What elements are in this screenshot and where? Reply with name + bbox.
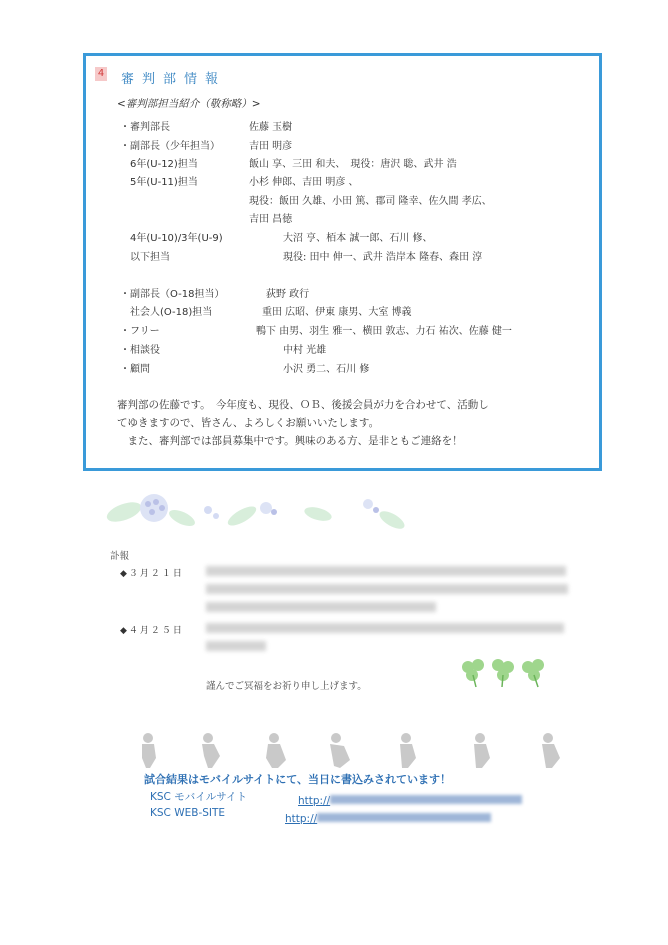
redacted-url [330, 795, 522, 804]
roster-names: 重田 広昭、伊東 康男、大室 博義 [262, 307, 412, 318]
obituary-heading: 訃報 [110, 551, 130, 562]
hydrangea-decoration [96, 488, 416, 538]
obituary-date: ◆３月２１日 [120, 569, 184, 579]
roster-role: ・副部長（少年担当） [120, 141, 220, 152]
roster-role: 以下担当 [130, 252, 170, 263]
roster-role: ・相談役 [120, 345, 160, 356]
link-text[interactable]: http:// [298, 795, 331, 807]
roster-names: 現役：飯田 久雄、小田 篤、郡司 隆幸、佐久間 孝広、 [249, 196, 492, 207]
mobile-site-link[interactable] [298, 789, 522, 808]
roster-role: 4年(U-10)/3年(U-9) [130, 233, 223, 244]
roster-role: ・フリー [120, 326, 160, 337]
roster-role: ・副部長（O-18担当） [120, 289, 225, 300]
soccer-player-icon [128, 730, 578, 770]
roster-names: 中村 光雄 [283, 345, 327, 356]
redacted-text [206, 602, 436, 612]
section-subtitle: <審判部担当紹介（敬称略）> [117, 98, 261, 110]
redacted-url [317, 813, 491, 822]
roster-names: 吉田 明彦 [249, 141, 293, 152]
roster-role: 社会人(O-18)担当 [130, 307, 213, 318]
section-number-badge: 4 [95, 67, 107, 81]
roster-names: 荻野 政行 [266, 289, 310, 300]
website-link[interactable] [285, 807, 491, 826]
roster-role: 5年(U-11)担当 [130, 177, 198, 188]
footer-title: 試合結果はモバイルサイトにて、当日に書込みされています！ [144, 773, 452, 786]
roster-names: 飯山 享、三田 和夫、 現役：唐沢 聡、武井 浩 [249, 159, 457, 170]
clover-icon [458, 655, 550, 691]
roster-names: 大沼 亨、栢本 誠一郎、石川 修、 [283, 233, 433, 244]
roster-names: 現役: 田中 伸一、武井 浩岸本 隆春、森田 淳 [283, 252, 483, 263]
message-line: 審判部の佐藤です。 今年度も、現役、ＯＢ、後援会員が力を合わせて、活動し [117, 399, 489, 411]
roster-names: 小沢 勇二、石川 修 [283, 364, 370, 375]
roster-role: ・顧問 [120, 364, 150, 375]
message-line: てゆきますので、皆さん、よろしくお願いいたします。 [117, 417, 380, 429]
obituary-date: ◆４月２５日 [120, 626, 184, 636]
link-text[interactable]: http:// [285, 813, 318, 825]
roster-names: 鴨下 由男、羽生 雅一、横田 敦志、力石 祐次、佐藤 健一 [256, 326, 512, 337]
roster-role: 6年(U-12)担当 [130, 159, 198, 170]
redacted-text [206, 566, 566, 576]
message-line: また、審判部では部員募集中です。興味のある方、是非ともご連絡を！ [117, 435, 463, 447]
roster-names: 小杉 伸郎、吉田 明彦 、 [249, 177, 359, 188]
section-title: 審判部情報 [121, 72, 227, 87]
mobile-site-label: KSC モバイルサイト [150, 791, 247, 803]
roster-role: ・審判部長 [120, 122, 170, 133]
redacted-text [206, 584, 568, 594]
redacted-text [206, 623, 564, 633]
roster-names: 佐藤 玉樹 [249, 122, 293, 133]
roster-names: 吉田 昌徳 [249, 214, 293, 225]
obituary-closing: 謹んでご冥福をお祈り申し上げます。 [206, 681, 367, 692]
redacted-text [206, 641, 266, 651]
website-label: KSC WEB-SITE [150, 807, 226, 819]
